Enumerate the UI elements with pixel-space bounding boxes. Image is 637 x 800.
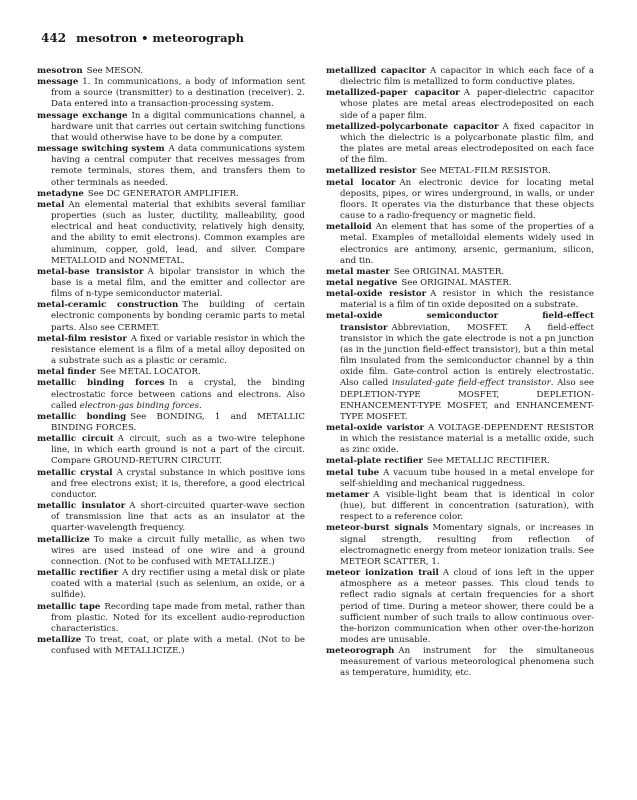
entry-term: metal — [37, 199, 65, 210]
dictionary-entry — [37, 412, 305, 434]
dictionary-entry — [326, 523, 594, 568]
dictionary-entry — [37, 568, 305, 601]
dictionary-entry — [326, 88, 594, 121]
entry-definition: To make a circuit fully metallic, as when two wires are used instead of one wire and a ground connection. (Not to be confused with METALLIZE.) — [51, 534, 305, 567]
entry-definition: See BONDING, 1 and METALLIC BINDING FORCES. — [51, 411, 306, 433]
entry-definition: See DC GENERATOR AMPLIFIER. — [87, 188, 239, 199]
dictionary-entry — [326, 166, 594, 177]
entry-definition-continued: . — [199, 400, 202, 411]
entry-definition: See METAL-FILM RESISTOR. — [420, 166, 551, 177]
entry-definition: See METAL LOCATOR. — [99, 367, 201, 378]
dictionary-entry — [37, 200, 305, 267]
entry-definition: A crystal substance in which positive ions and free electrons exist; it is, therefore, a good electrical conductor. — [51, 467, 306, 500]
dictionary-entry — [37, 66, 305, 77]
entry-term: metallized-paper capacitor — [326, 88, 460, 99]
entry-term: meteorograph — [326, 646, 395, 657]
dictionary-entry — [326, 267, 594, 278]
entry-term: metallized-polycarbonate capacitor — [326, 121, 499, 132]
entry-definition-continued: . Also see DEPLETION-TYPE MOSFET, DEPLETION-ENHANCEMENT-TYPE MOSFET, and ENHANCEMENT-TYPE MOSFET. — [340, 378, 594, 422]
entry-definition: A data communications system having a central computer that receives messages from remote terminals, stores them, and transfers them to other terminals as needed. — [51, 144, 305, 188]
dictionary-entry — [37, 334, 305, 367]
entry-definition: 1. In communications, a body of information sent from a source (transmitter) to a destination (receiver). 2. Data entered into a transaction-processing system. — [51, 77, 305, 110]
entry-term: metadyne — [37, 188, 84, 199]
page-number: 442 — [41, 31, 67, 45]
dictionary-entry — [326, 122, 594, 167]
dictionary-entry — [326, 468, 594, 490]
dictionary-entry — [37, 367, 305, 378]
entry-term: message switching system — [37, 144, 165, 155]
entry-definition: See ORIGINAL MASTER. — [401, 277, 512, 288]
entry-italic-term: electron-gas binding forces — [79, 400, 200, 411]
entry-term: metallic bonding — [37, 411, 127, 422]
dictionary-entry — [326, 423, 594, 456]
entry-term: metal-film resistor — [37, 333, 127, 344]
entry-definition: A short-circuited quarter-wave section of transmission line that acts as an insulator at the quarter-wavelength frequency. — [51, 501, 306, 534]
entry-term: message exchange — [37, 110, 128, 121]
entry-definition: A dry rectifier using a metal disk or plate coated with a material (such as selenium, an oxide, or a sulfide). — [51, 568, 305, 601]
entry-definition: A circuit, such as a two-wire telephone line, in which earth ground is not a part of the circuit. Compare GROUND-RETURN CIRCUIT. — [51, 434, 305, 467]
running-header — [41, 31, 244, 45]
entry-definition: A VOLTAGE-DEPENDENT RESISTOR in which the resistance material is a metallic oxide, such as zinc oxide. — [340, 423, 594, 456]
entry-term: metal-oxide resistor — [326, 289, 427, 300]
entry-definition: A fixed capacitor in which the dielectric is a polycarbonate plastic film, and the plates are metal areas electrodeposited on each face of the film. — [340, 121, 594, 166]
entry-definition: In a digital communications channel, a hardware unit that carries out certain switching functions that would otherwise have to be done by a computer. — [51, 110, 305, 143]
entry-definition: A visible-light beam that is identical in color (hue), but different in concentration (saturation), with respect to a reference color. — [340, 489, 594, 523]
dictionary-entry — [37, 189, 305, 200]
entry-term: metallized resistor — [326, 166, 417, 177]
entry-definition: Momentary signals, or increases in signal strength, resulting from reflection of electromagnetic energy from meteor ionization trails. See METEOR SCATTER, 1. — [340, 523, 594, 567]
entry-term: metallic rectifier — [37, 568, 119, 579]
entry-term: metal-base transistor — [37, 266, 144, 277]
entry-definition: See METALLIC RECTIFIER. — [426, 456, 550, 467]
entry-definition: To treat, coat, or plate with a metal. (Not to be confused with METALLICIZE.) — [51, 634, 305, 657]
dictionary-entry — [37, 111, 305, 144]
dictionary-entry — [37, 144, 305, 189]
dictionary-entry — [326, 178, 594, 223]
left-column — [37, 66, 305, 657]
entry-term: metal master — [326, 266, 390, 277]
dictionary-entry — [37, 602, 305, 635]
entry-definition: Abbreviation, MOSFET. A field-effect transistor in which the gate electrode is not a pn junction (as in the junction field-effect transistor), but a thin metal film insulated from the semiconductor channel by a thin oxide film. Gate-control action is entirely electrostatic. Also called — [340, 322, 594, 389]
entry-definition: A bipolar transistor in which the base is a metal film, and the emitter and collector are films of n-type semiconductor material. — [51, 266, 305, 300]
entry-definition: A cloud of ions left in the upper atmosphere as a meteor passes. This cloud tends to reflect radio signals at certain frequencies for a short period of time. During a meteor shower, there could be a sufficient number of such trails to allow continuous over-the-horizon communication when other over-the-horizon modes are unusable. — [340, 568, 594, 645]
entry-italic-term: insulated-gate field-effect transistor — [392, 378, 551, 389]
entry-definition: A vacuum tube housed in a metal envelope for self-shielding and mechanical ruggedness. — [340, 467, 594, 489]
dictionary-entry — [37, 468, 305, 501]
entry-term: metal locator — [326, 177, 396, 188]
dictionary-entry — [326, 646, 594, 679]
dictionary-entry — [326, 278, 594, 289]
entry-term: metallic binding forces — [37, 378, 165, 389]
entry-term: metallic circuit — [37, 434, 114, 445]
entry-term: metal-ceramic construction — [37, 300, 179, 311]
dictionary-entry — [37, 535, 305, 568]
dictionary-entry — [326, 66, 594, 88]
entry-definition: A capacitor in which each face of a dielectric film is metallized to form conductive plates. — [340, 66, 594, 88]
entry-term: metallic tape — [37, 601, 101, 612]
entry-term: metalloid — [326, 222, 372, 233]
entry-term: metallized capacitor — [326, 66, 426, 76]
running-title: mesotron • meteorograph — [76, 31, 244, 45]
dictionary-entry — [326, 456, 594, 467]
entry-term: metallic insulator — [37, 501, 126, 512]
dictionary-entry — [37, 378, 305, 411]
dictionary-entry — [37, 501, 305, 534]
entry-term: metallize — [37, 634, 82, 645]
entry-term: metallic crystal — [37, 467, 113, 478]
entry-definition: See ORIGINAL MASTER. — [393, 266, 505, 277]
dictionary-entry — [326, 311, 594, 423]
entry-definition: A resistor in which the resistance material is a film of tin oxide deposited on a substrate. — [340, 289, 594, 311]
entry-definition: An element that has some of the properties of a metal. Examples of metalloidal elements widely used in electronics are antimony, arsenic, germanium, silicon, and tin. — [340, 222, 594, 266]
entry-term: meteor ionization trail — [326, 568, 439, 579]
right-column — [326, 66, 594, 680]
entry-term: mesotron — [37, 66, 83, 76]
entry-term: metal negative — [326, 277, 398, 288]
entry-term: metal finder — [37, 367, 96, 378]
entry-definition: An electronic device for locating metal deposits, pipes, or wires underground, in walls, or under floors. It operates via the disturbance that these objects cause to a radio-frequency or magnetic field. — [340, 177, 594, 222]
entry-definition: Recording tape made from metal, rather than from plastic. Noted for its excellent audio-reproduction characteristics. — [51, 601, 305, 634]
dictionary-entry — [326, 222, 594, 267]
dictionary-entry — [37, 300, 305, 333]
dictionary-entry — [326, 490, 594, 523]
entry-definition: A paper-dielectric capacitor whose plates are metal areas electrodeposited on each side of a paper film. — [340, 88, 595, 121]
entry-term: metal-plate rectifier — [326, 456, 423, 467]
dictionary-entry — [37, 434, 305, 467]
entry-term: message — [37, 77, 79, 88]
entry-definition: In a crystal, the binding electrostatic force between cations and electrons. Also called — [51, 378, 306, 411]
dictionary-entry — [37, 267, 305, 300]
dictionary-entry — [37, 635, 305, 657]
entry-term: metal tube — [326, 467, 380, 478]
dictionary-entry — [326, 568, 594, 646]
dictionary-entry — [326, 289, 594, 311]
entry-definition: See MESON. — [86, 66, 144, 76]
entry-definition: A fixed or variable resistor in which the resistance element is a film of a metal alloy deposited on a substrate such as a plastic or ceramic. — [51, 333, 305, 367]
entry-term: metal-oxide varistor — [326, 423, 425, 433]
dictionary-entry — [37, 77, 305, 110]
entry-definition: The building of certain electronic components by bonding ceramic parts to metal parts. Also see CERMET. — [51, 300, 305, 333]
entry-term: meteor-burst signals — [326, 523, 429, 534]
entry-term: metallicize — [37, 534, 90, 545]
entry-term: metamer — [326, 489, 370, 500]
entry-definition: An elemental material that exhibits several familiar properties (such as luster, ductility, malleability, good electrical and heat conductivity, relatively high density, and the ability to emit electrons). Common examples are aluminum, copper, gold, lead, and silver. Compare METALLOID and NONMETAL. — [51, 199, 305, 266]
entry-term: metal-oxide semiconductor field-effect transistor — [326, 311, 594, 333]
entry-definition: An instrument for the simultaneous measurement of various meteorological phenomena such as temperature, humidity, etc. — [340, 646, 594, 679]
